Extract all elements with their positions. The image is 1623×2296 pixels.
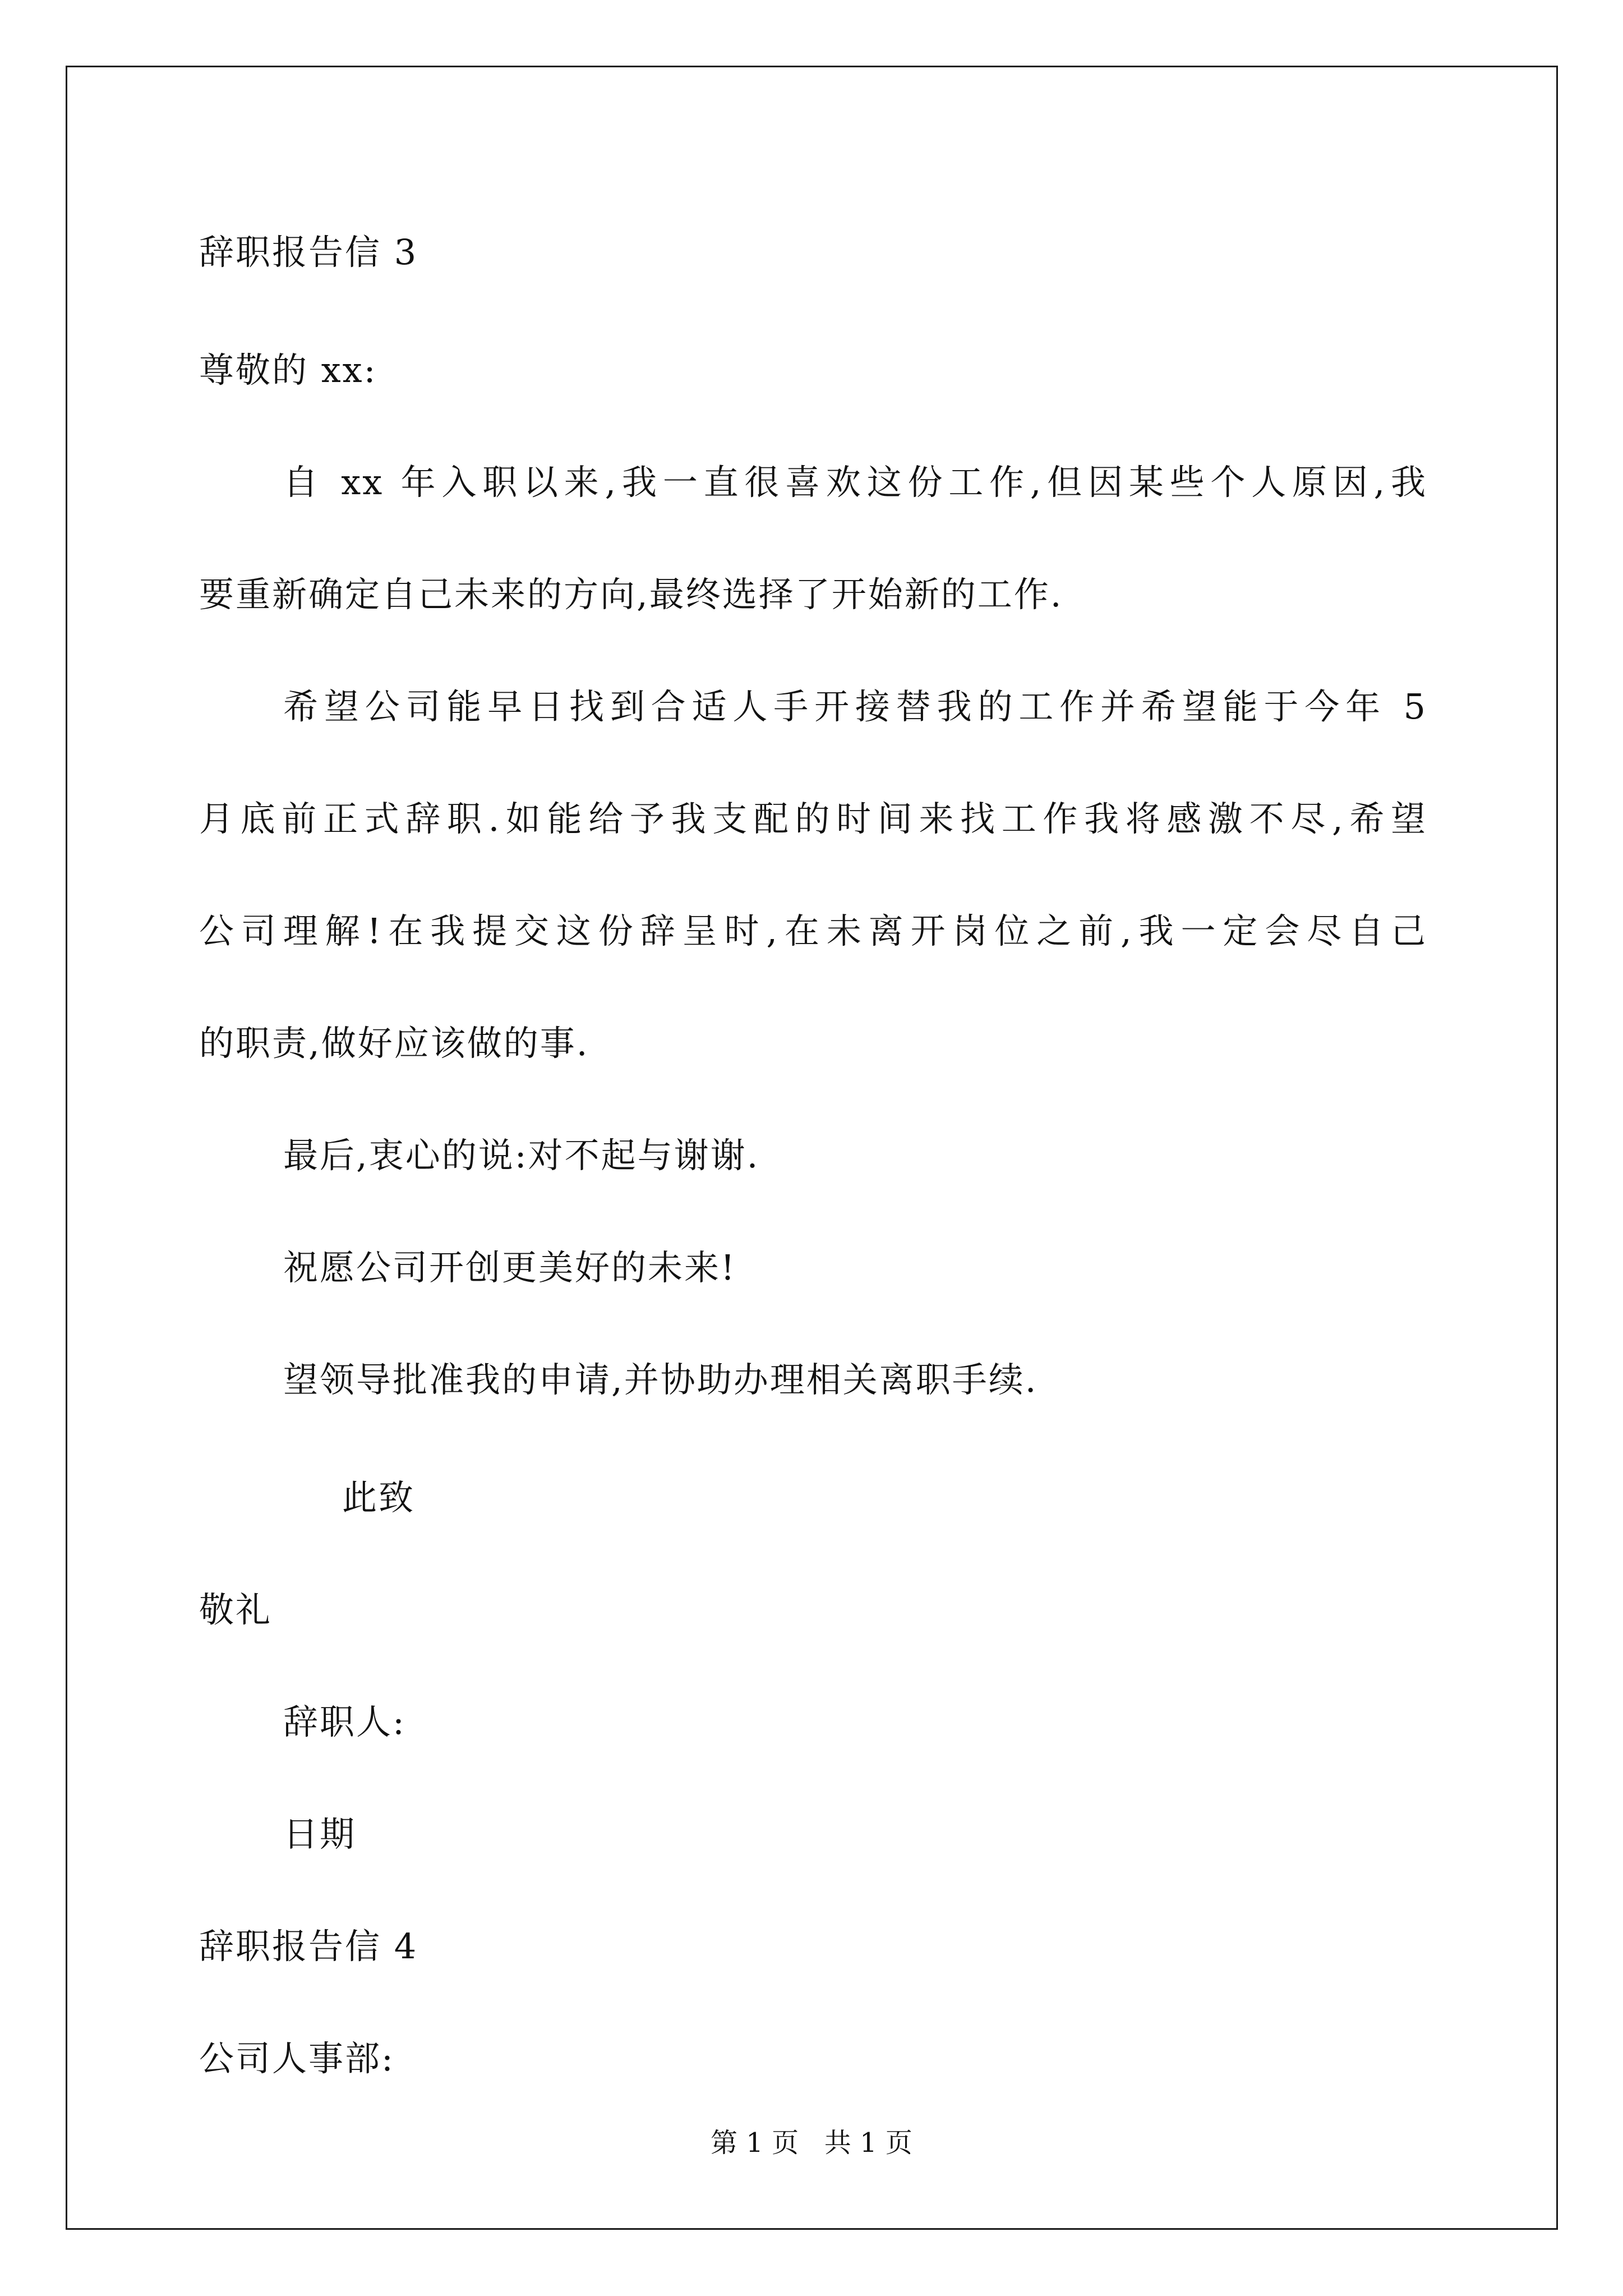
closing-regards: 敬礼 [199, 1589, 273, 1630]
closing-phrase: 此致 [342, 1477, 416, 1518]
body-paragraph-4: 祝愿公司开创更美好的未来! [283, 1247, 736, 1288]
body-paragraph-1-line-1: 自 xx 年入职以来,我一直很喜欢这份工作,但因某些个人原因,我 [283, 462, 1427, 503]
body-paragraph-1-line-2: 要重新确定自己未来的方向,最终选择了开始新的工作. [199, 574, 1063, 615]
body-paragraph-2-line-3: 公司理解!在我提交这份辞呈时,在未离开岗位之前,我一定会尽自己 [199, 910, 1427, 951]
letter-4-title: 辞职报告信 4 [199, 1926, 418, 1967]
page-footer: 第 1 页 共 1 页 [711, 2127, 912, 2159]
body-paragraph-2-line-2: 月底前正式辞职.如能给予我支配的时间来找工作我将感激不尽,希望 [199, 798, 1427, 839]
body-paragraph-2-line-1: 希望公司能早日找到合适人手开接替我的工作并希望能于今年 5 [283, 686, 1427, 727]
letter-3-title: 辞职报告信 3 [199, 232, 418, 273]
signature-label: 辞职人: [283, 1701, 406, 1742]
salutation: 尊敬的 xx: [199, 349, 377, 390]
letter-4-salutation: 公司人事部: [199, 2038, 395, 2079]
date-label: 日期 [283, 1814, 357, 1855]
body-paragraph-2-line-4: 的职责,做好应该做的事. [199, 1023, 589, 1064]
body-paragraph-5: 望领导批准我的申请,并协助办理相关离职手续. [283, 1359, 1038, 1400]
body-paragraph-3: 最后,衷心的说:对不起与谢谢. [283, 1135, 760, 1176]
